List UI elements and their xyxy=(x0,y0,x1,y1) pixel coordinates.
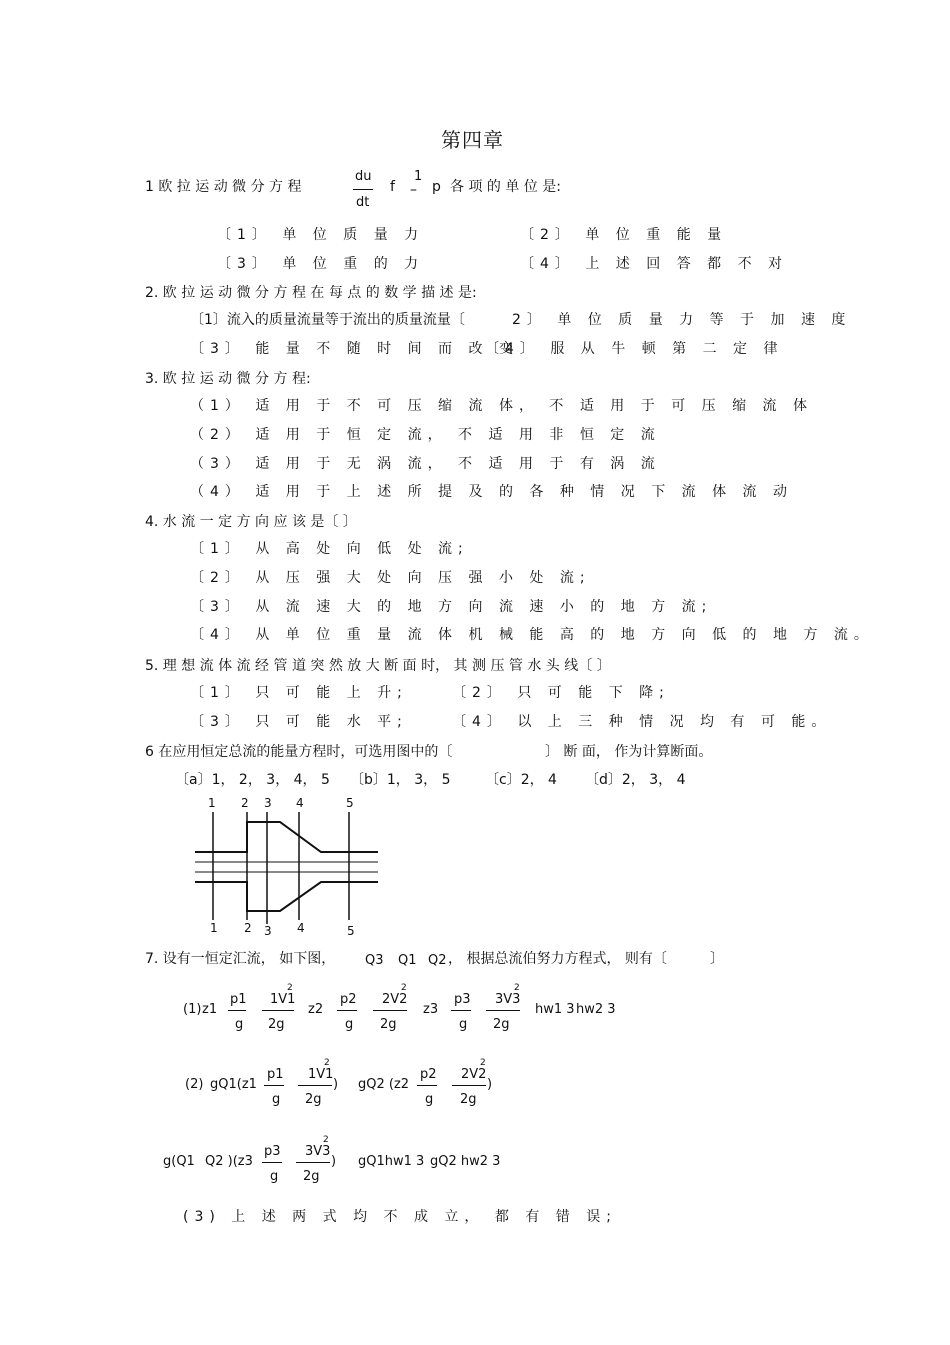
eq2-twog1: 2g xyxy=(305,1092,322,1107)
eq1-p3: p3 xyxy=(454,992,471,1007)
q4-option-4: 〔4〕 从 单 位 重 量 流 体 机 械 能 高 的 地 方 向 低 的 地 方 流。 xyxy=(190,627,874,643)
eq2-v2: 2V2 xyxy=(461,1067,487,1082)
q3-stem: 3. 欧 拉 运 动 微 分 方 程: xyxy=(145,371,311,387)
q3-option-1: （1） 适 用 于 不 可 压 缩 流 体， 不 适 用 于 可 压 缩 流 体 xyxy=(190,398,814,414)
eq1-sq2: 2 xyxy=(401,983,407,993)
eq1-frac-line-p2 xyxy=(337,1010,357,1011)
section-label-bottom-2: 2 xyxy=(244,921,252,935)
q2-option-3: 〔3〕 能 量 不 随 时 间 而 改 变 xyxy=(190,341,519,357)
q1-option-1: 〔1〕 单 位 质 量 力 xyxy=(217,227,425,243)
q4-option-3: 〔3〕 从 流 速 大 的 地 方 向 流 速 小 的 地 方 流; xyxy=(190,599,713,615)
eq2-twog3: 2g xyxy=(303,1169,320,1184)
eq2-frac-line-v1 xyxy=(298,1085,332,1086)
section-label-top-1: 1 xyxy=(208,796,216,810)
q7-option-3: (3) 上 述 两 式 均 不 成 立， 都 有 错 误; xyxy=(183,1209,617,1225)
eq2-e: gQ1hw1 3 xyxy=(358,1154,425,1169)
section-label-bottom-4: 4 xyxy=(297,921,305,935)
q2-option-1: 〔1〕流入的质量流量等于流出的质量流量〔 xyxy=(190,312,465,328)
q3-option-3: （3） 适 用 于 无 涡 流， 不 适 用 于 有 涡 流 xyxy=(190,456,661,472)
q4-option-2: 〔2〕 从 压 强 大 处 向 压 强 小 处 流; xyxy=(190,570,591,586)
eq1-sq3: 2 xyxy=(514,983,520,993)
eq2-p1: p1 xyxy=(267,1067,284,1082)
q4-stem: 4. 水 流 一 定 方 向 应 该 是〔 〕 xyxy=(145,514,357,530)
q1-dt: dt xyxy=(356,195,370,210)
eq1-g1: g xyxy=(235,1017,244,1032)
eq2-twog2: 2g xyxy=(460,1092,477,1107)
eq2-g1: g xyxy=(272,1092,281,1107)
eq2-close1: ) xyxy=(333,1077,339,1092)
q7-stem-b: ， 根据总流伯努力方程式， 则有〔 xyxy=(448,951,667,967)
q2-stem: 2. 欧 拉 运 动 微 分 方 程 在 每 点 的 数 学 描 述 是: xyxy=(145,285,477,301)
q1-f: f xyxy=(390,179,395,195)
q6-option-d: 〔d〕2， 3， 4 xyxy=(585,772,686,788)
eq2-a: gQ1(z1 xyxy=(210,1077,257,1092)
q4-option-1: 〔1〕 从 高 处 向 低 处 流; xyxy=(190,541,469,557)
eq2-frac-line-p2 xyxy=(417,1085,437,1086)
q2-option-2: 2〕 单 位 质 量 力 等 于 加 速 度 xyxy=(512,312,852,328)
eq1-sq1: 2 xyxy=(287,983,293,993)
q5-option-2: 〔2〕 只 可 能 下 降; xyxy=(452,685,670,701)
section-label-bottom-1: 1 xyxy=(210,921,218,935)
q5-option-4: 〔4〕 以 上 三 种 情 况 均 有 可 能。 xyxy=(452,714,832,730)
eq2-sq3: 2 xyxy=(323,1135,329,1145)
eq1-twog3: 2g xyxy=(493,1017,510,1032)
eq2-sq2: 2 xyxy=(480,1058,486,1068)
q6-option-a: 〔a〕1， 2， 3， 4， 5 xyxy=(175,772,330,788)
section-label-bottom-3: 3 xyxy=(264,924,272,938)
eq2-p3: p3 xyxy=(264,1144,281,1159)
pipe-wall-bottom xyxy=(195,882,378,911)
q3-option-2: （2） 适 用 于 恒 定 流， 不 适 用 非 恒 定 流 xyxy=(190,427,661,443)
eq2-g2: g xyxy=(425,1092,434,1107)
q6-option-b: 〔b〕1， 3， 5 xyxy=(350,772,451,788)
eq1-v3: 3V3 xyxy=(495,992,521,1007)
q6-option-c: 〔c〕2， 4 xyxy=(485,772,557,788)
section-label-top-3: 3 xyxy=(264,796,272,810)
pipe-wall-top xyxy=(195,822,378,852)
eq1-hw13: hw1 3 xyxy=(535,1002,575,1017)
eq1-p1: p1 xyxy=(230,992,247,1007)
section-label-top-4: 4 xyxy=(296,796,304,810)
eq2-frac-line-p1 xyxy=(264,1085,284,1086)
q2-option-4: 〔4〕 服 从 牛 顿 第 二 定 律 xyxy=(485,341,784,357)
eq2-label: (2) xyxy=(185,1077,204,1092)
eq2-sq1: 2 xyxy=(324,1058,330,1068)
q1-stem-b: 各 项 的 单 位 是: xyxy=(450,179,561,195)
eq2-frac-line-v2 xyxy=(452,1085,486,1086)
q5-option-3: 〔3〕 只 可 能 水 平; xyxy=(190,714,408,730)
eq1-frac-line-v3 xyxy=(486,1010,520,1011)
q1-one: 1 xyxy=(414,169,423,184)
eq1-v1: 1V1 xyxy=(270,992,296,1007)
eq1-frac-line-p3 xyxy=(451,1010,471,1011)
eq1-twog1: 2g xyxy=(268,1017,285,1032)
eq1-v2: 2V2 xyxy=(382,992,408,1007)
eq1-hw23: hw2 3 xyxy=(576,1002,616,1017)
eq2-g3: g xyxy=(270,1169,279,1184)
q1-minus: – xyxy=(410,182,417,198)
eq2-v3: 3V3 xyxy=(305,1144,331,1159)
eq1-p2: p2 xyxy=(340,992,357,1007)
eq2-frac-line-p3 xyxy=(262,1162,282,1163)
q6-stem-a: 6 在应用恒定总流的能量方程时，可选用图中的〔 xyxy=(145,744,453,760)
section-label-bottom-5: 5 xyxy=(347,924,355,938)
q5-stem: 5. 理 想 流 体 流 经 管 道 突 然 放 大 断 面 时， 其 测 压 管 水 头 线〔 〕 xyxy=(145,658,611,674)
eq1-z1: z1 xyxy=(202,1002,218,1017)
q7-Q1: Q1 xyxy=(398,953,417,968)
eq2-f: gQ2 hw2 3 xyxy=(430,1154,501,1169)
q7-Q3: Q3 xyxy=(365,953,384,968)
eq1-twog2: 2g xyxy=(380,1017,397,1032)
q3-option-4: （4） 适 用 于 上 述 所 提 及 的 各 种 情 况 下 流 体 流 动 xyxy=(190,484,794,500)
q1-option-3: 〔3〕 单 位 重 的 力 xyxy=(217,256,425,272)
q1-stem-a: 1 欧 拉 运 动 微 分 方 程 xyxy=(145,179,302,195)
q6-stem-b: 〕 断 面， 作为计算断面。 xyxy=(545,744,713,760)
eq2-p2: p2 xyxy=(420,1067,437,1082)
q5-option-1: 〔1〕 只 可 能 上 升; xyxy=(190,685,408,701)
chapter-title: 第四章 xyxy=(441,128,504,152)
q1-du: du xyxy=(355,169,372,184)
eq1-frac-line-v1 xyxy=(262,1010,294,1011)
eq1-frac-line-p1 xyxy=(228,1010,246,1011)
q1-p: p xyxy=(432,179,441,195)
q1-option-2: 〔2〕 单 位 重 能 量 xyxy=(520,227,728,243)
eq2-close3: ) xyxy=(331,1154,337,1169)
eq1-label: (1) xyxy=(183,1002,202,1017)
eq1-g2: g xyxy=(345,1017,354,1032)
eq2-frac-line-v3 xyxy=(296,1162,330,1163)
eq2-c: g(Q1 xyxy=(163,1154,195,1169)
q7-stem-a: 7. 设有一恒定汇流， 如下图， xyxy=(145,951,336,967)
eq2-b: gQ2 (z2 xyxy=(358,1077,410,1092)
eq2-d: Q2 )(z3 xyxy=(205,1154,253,1169)
eq1-z2: z2 xyxy=(308,1002,324,1017)
q7-Q2: Q2 xyxy=(428,953,447,968)
section-label-top-2: 2 xyxy=(241,796,249,810)
q1-option-4: 〔4〕 上 述 回 答 都 不 对 xyxy=(520,256,789,272)
pipe-expansion-diagram xyxy=(190,796,390,936)
eq2-v1: 1V1 xyxy=(308,1067,334,1082)
eq1-z3: z3 xyxy=(423,1002,439,1017)
q1-fraction-line xyxy=(353,189,373,190)
q7-stem-c: 〕 xyxy=(710,951,724,967)
eq2-close2: ) xyxy=(487,1077,493,1092)
section-label-top-5: 5 xyxy=(346,796,354,810)
eq1-g3: g xyxy=(459,1017,468,1032)
eq1-frac-line-v2 xyxy=(373,1010,407,1011)
